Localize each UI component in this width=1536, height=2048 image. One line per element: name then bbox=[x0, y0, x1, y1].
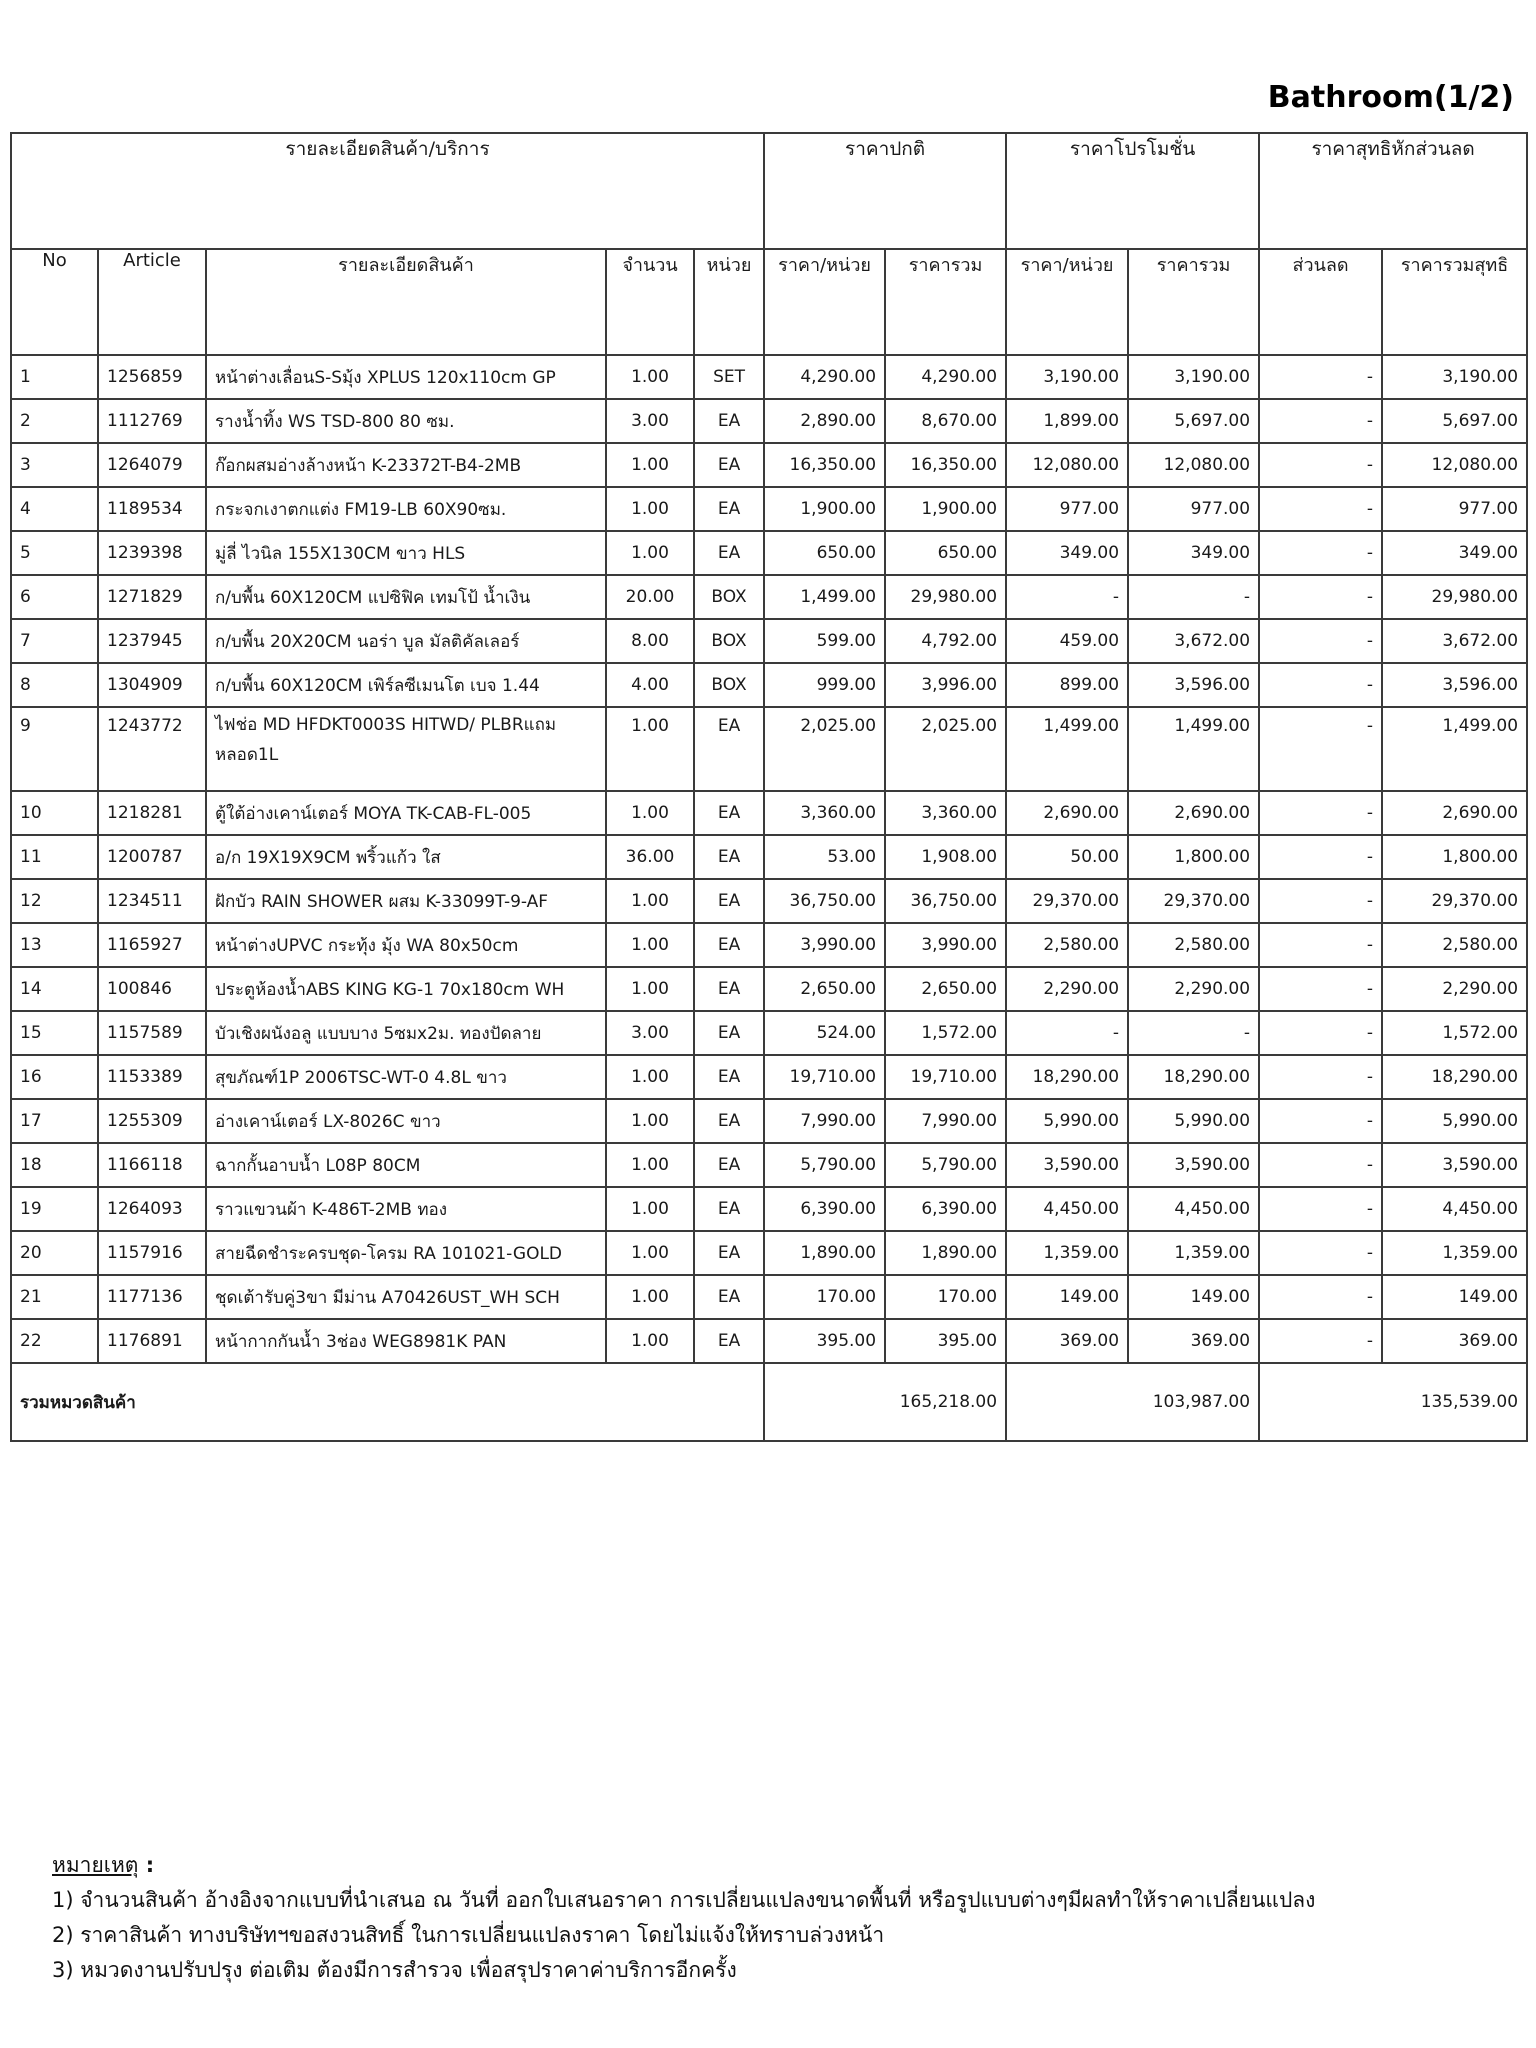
cell-normal-total: 8,670.00 bbox=[885, 399, 1006, 443]
cell-promo-unit-price: 459.00 bbox=[1006, 619, 1128, 663]
cell-net-total: 29,980.00 bbox=[1382, 575, 1527, 619]
cell-promo-unit-price: 349.00 bbox=[1006, 531, 1128, 575]
cell-no: 22 bbox=[11, 1319, 98, 1363]
cell-quantity: 1.00 bbox=[606, 1187, 694, 1231]
table-row bbox=[11, 663, 1527, 707]
totals-normal: 165,218.00 bbox=[764, 1363, 1006, 1441]
cell-article: 1200787 bbox=[98, 835, 206, 879]
cell-quantity: 1.00 bbox=[606, 487, 694, 531]
cell-normal-total: 170.00 bbox=[885, 1275, 1006, 1319]
cell-normal-unit-price: 1,890.00 bbox=[764, 1231, 885, 1275]
cell-discount: - bbox=[1259, 575, 1382, 619]
cell-promo-total: 2,290.00 bbox=[1128, 967, 1259, 1011]
cell-no: 9 bbox=[11, 707, 98, 791]
cell-net-total: 3,590.00 bbox=[1382, 1143, 1527, 1187]
cell-promo-unit-price: 149.00 bbox=[1006, 1275, 1128, 1319]
notes-heading-line bbox=[52, 1848, 1315, 1883]
cell-description: ตู้ใต้อ่างเคาน์เตอร์ MOYA TK-CAB-FL-005 bbox=[206, 791, 606, 835]
col-header-quantity: จำนวน bbox=[606, 249, 694, 355]
cell-quantity: 1.00 bbox=[606, 923, 694, 967]
cell-promo-unit-price: - bbox=[1006, 1011, 1128, 1055]
cell-net-total: 977.00 bbox=[1382, 487, 1527, 531]
cell-normal-total: 36,750.00 bbox=[885, 879, 1006, 923]
cell-discount: - bbox=[1259, 1011, 1382, 1055]
cell-promo-total: 149.00 bbox=[1128, 1275, 1259, 1319]
cell-no: 19 bbox=[11, 1187, 98, 1231]
table-row bbox=[11, 1275, 1527, 1319]
cell-no: 6 bbox=[11, 575, 98, 619]
cell-promo-total: 369.00 bbox=[1128, 1319, 1259, 1363]
cell-quantity: 36.00 bbox=[606, 835, 694, 879]
cell-description: สุขภัณฑ์1P 2006TSC-WT-0 4.8L ขาว bbox=[206, 1055, 606, 1099]
col-header-promo-total: ราคารวม bbox=[1128, 249, 1259, 355]
cell-promo-total: 2,690.00 bbox=[1128, 791, 1259, 835]
cell-no: 16 bbox=[11, 1055, 98, 1099]
cell-net-total: 2,290.00 bbox=[1382, 967, 1527, 1011]
cell-unit: EA bbox=[694, 707, 764, 791]
cell-unit: EA bbox=[694, 487, 764, 531]
table-row bbox=[11, 1143, 1527, 1187]
cell-discount: - bbox=[1259, 967, 1382, 1011]
cell-no: 14 bbox=[11, 967, 98, 1011]
cell-no: 3 bbox=[11, 443, 98, 487]
table-row bbox=[11, 791, 1527, 835]
cell-description: ประตูห้องน้ำABS KING KG-1 70x180cm WH bbox=[206, 967, 606, 1011]
cell-normal-total: 1,908.00 bbox=[885, 835, 1006, 879]
cell-normal-total: 1,890.00 bbox=[885, 1231, 1006, 1275]
cell-no: 4 bbox=[11, 487, 98, 531]
cell-promo-total: 977.00 bbox=[1128, 487, 1259, 531]
cell-description: ชุดเต้ารับคู่3ขา มีม่าน A70426UST_WH SCH bbox=[206, 1275, 606, 1319]
cell-description: ราวแขวนผ้า K-486T-2MB ทอง bbox=[206, 1187, 606, 1231]
cell-description: รางน้ำทิ้ง WS TSD-800 80 ซม. bbox=[206, 399, 606, 443]
cell-discount: - bbox=[1259, 1231, 1382, 1275]
cell-discount: - bbox=[1259, 1099, 1382, 1143]
cell-normal-unit-price: 7,990.00 bbox=[764, 1099, 885, 1143]
cell-normal-total: 4,290.00 bbox=[885, 355, 1006, 399]
cell-discount: - bbox=[1259, 399, 1382, 443]
cell-unit: EA bbox=[694, 791, 764, 835]
cell-normal-total: 650.00 bbox=[885, 531, 1006, 575]
cell-normal-total: 7,990.00 bbox=[885, 1099, 1006, 1143]
cell-discount: - bbox=[1259, 1275, 1382, 1319]
cell-normal-total: 2,025.00 bbox=[885, 707, 1006, 791]
cell-discount: - bbox=[1259, 835, 1382, 879]
group-header-promo-price: ราคาโปรโมชั่น bbox=[1006, 133, 1259, 249]
table-row bbox=[11, 487, 1527, 531]
cell-normal-total: 1,900.00 bbox=[885, 487, 1006, 531]
cell-normal-total: 5,790.00 bbox=[885, 1143, 1006, 1187]
cell-discount: - bbox=[1259, 707, 1382, 791]
cell-normal-unit-price: 1,900.00 bbox=[764, 487, 885, 531]
table-row bbox=[11, 1011, 1527, 1055]
cell-normal-total: 16,350.00 bbox=[885, 443, 1006, 487]
cell-net-total: 3,190.00 bbox=[1382, 355, 1527, 399]
cell-discount: - bbox=[1259, 355, 1382, 399]
cell-normal-unit-price: 1,499.00 bbox=[764, 575, 885, 619]
group-header-detail: รายละเอียดสินค้า/บริการ bbox=[11, 133, 764, 249]
cell-promo-total: 1,359.00 bbox=[1128, 1231, 1259, 1275]
page-title: Bathroom(1/2) bbox=[1267, 80, 1514, 115]
cell-promo-total: - bbox=[1128, 575, 1259, 619]
cell-net-total: 5,697.00 bbox=[1382, 399, 1527, 443]
cell-unit: EA bbox=[694, 1231, 764, 1275]
cell-normal-unit-price: 524.00 bbox=[764, 1011, 885, 1055]
cell-description: อ่างเคาน์เตอร์ LX-8026C ขาว bbox=[206, 1099, 606, 1143]
cell-article: 1264093 bbox=[98, 1187, 206, 1231]
cell-normal-unit-price: 650.00 bbox=[764, 531, 885, 575]
cell-discount: - bbox=[1259, 1319, 1382, 1363]
cell-quantity: 8.00 bbox=[606, 619, 694, 663]
cell-promo-total: 12,080.00 bbox=[1128, 443, 1259, 487]
cell-discount: - bbox=[1259, 923, 1382, 967]
table-row bbox=[11, 835, 1527, 879]
table-row bbox=[11, 1187, 1527, 1231]
cell-discount: - bbox=[1259, 879, 1382, 923]
col-header-normal-unit-price: ราคา/หน่วย bbox=[764, 249, 885, 355]
cell-article: 1157916 bbox=[98, 1231, 206, 1275]
col-header-article: Article bbox=[98, 249, 206, 355]
cell-promo-unit-price: 50.00 bbox=[1006, 835, 1128, 879]
cell-promo-unit-price: 18,290.00 bbox=[1006, 1055, 1128, 1099]
cell-article: 1166118 bbox=[98, 1143, 206, 1187]
cell-no: 2 bbox=[11, 399, 98, 443]
cell-quantity: 1.00 bbox=[606, 707, 694, 791]
cell-normal-total: 395.00 bbox=[885, 1319, 1006, 1363]
cell-promo-unit-price: 1,499.00 bbox=[1006, 707, 1128, 791]
cell-promo-total: 1,800.00 bbox=[1128, 835, 1259, 879]
cell-promo-total: 349.00 bbox=[1128, 531, 1259, 575]
cell-description: ไฟช่อ MD HFDKT0003S HITWD/ PLBRแถมหลอด1L bbox=[206, 707, 606, 791]
cell-promo-unit-price: 2,580.00 bbox=[1006, 923, 1128, 967]
cell-quantity: 1.00 bbox=[606, 355, 694, 399]
col-header-promo-unit-price: ราคา/หน่วย bbox=[1006, 249, 1128, 355]
cell-normal-unit-price: 170.00 bbox=[764, 1275, 885, 1319]
cell-normal-unit-price: 5,790.00 bbox=[764, 1143, 885, 1187]
note-item: 2) ราคาสินค้า ทางบริษัทฯขอสงวนสิทธิ์ ในการเปลี่ยนแปลงราคา โดยไม่แจ้งให้ทราบล่วงหน้า bbox=[52, 1923, 885, 1947]
table-row bbox=[11, 443, 1527, 487]
col-header-net-total: ราคารวมสุทธิ bbox=[1382, 249, 1527, 355]
cell-promo-unit-price: 2,690.00 bbox=[1006, 791, 1128, 835]
cell-normal-unit-price: 4,290.00 bbox=[764, 355, 885, 399]
cell-promo-total: 18,290.00 bbox=[1128, 1055, 1259, 1099]
cell-no: 13 bbox=[11, 923, 98, 967]
cell-normal-unit-price: 395.00 bbox=[764, 1319, 885, 1363]
cell-promo-total: 5,697.00 bbox=[1128, 399, 1259, 443]
cell-net-total: 29,370.00 bbox=[1382, 879, 1527, 923]
cell-unit: EA bbox=[694, 835, 764, 879]
note-item: 3) หมวดงานปรับปรุง ต่อเติม ต้องมีการสำรวจ เพื่อสรุปราคาค่าบริการอีกครั้ง bbox=[52, 1958, 737, 1982]
cell-normal-total: 3,996.00 bbox=[885, 663, 1006, 707]
cell-description: ก/บพื้น 20X20CM นอร่า บูล มัลติคัลเลอร์ bbox=[206, 619, 606, 663]
cell-net-total: 349.00 bbox=[1382, 531, 1527, 575]
cell-unit: BOX bbox=[694, 663, 764, 707]
cell-article: 1218281 bbox=[98, 791, 206, 835]
cell-promo-unit-price: 12,080.00 bbox=[1006, 443, 1128, 487]
cell-discount: - bbox=[1259, 443, 1382, 487]
cell-description: สายฉีดชำระครบชุด-โครม RA 101021-GOLD bbox=[206, 1231, 606, 1275]
cell-quantity: 20.00 bbox=[606, 575, 694, 619]
note-item: 1) จำนวนสินค้า อ้างอิงจากแบบที่นำเสนอ ณ วันที่ ออกใบเสนอราคา การเปลี่ยนแปลงขนาดพื้นที่ หรือรูปแบบต่างๆมีผลทำให้ราคาเปลี่ยนแปลง bbox=[52, 1888, 1316, 1912]
cell-unit: BOX bbox=[694, 575, 764, 619]
cell-promo-unit-price: 5,990.00 bbox=[1006, 1099, 1128, 1143]
cell-description: มู่ลี่ ไวนิล 155X130CM ขาว HLS bbox=[206, 531, 606, 575]
cell-article: 1237945 bbox=[98, 619, 206, 663]
cell-promo-unit-price: 4,450.00 bbox=[1006, 1187, 1128, 1231]
cell-quantity: 1.00 bbox=[606, 531, 694, 575]
cell-discount: - bbox=[1259, 531, 1382, 575]
cell-description: ฝักบัว RAIN SHOWER ผสม K-33099T-9-AF bbox=[206, 879, 606, 923]
cell-quantity: 3.00 bbox=[606, 1011, 694, 1055]
table-row bbox=[11, 707, 1527, 791]
table-row bbox=[11, 1231, 1527, 1275]
cell-description: ก๊อกผสมอ่างล้างหน้า K-23372T-B4-2MB bbox=[206, 443, 606, 487]
table-row bbox=[11, 1319, 1527, 1363]
cell-article: 1189534 bbox=[98, 487, 206, 531]
table-row bbox=[11, 355, 1527, 399]
cell-unit: BOX bbox=[694, 619, 764, 663]
cell-promo-unit-price: 3,190.00 bbox=[1006, 355, 1128, 399]
cell-net-total: 1,572.00 bbox=[1382, 1011, 1527, 1055]
cell-quantity: 3.00 bbox=[606, 399, 694, 443]
cell-normal-unit-price: 36,750.00 bbox=[764, 879, 885, 923]
cell-net-total: 1,499.00 bbox=[1382, 707, 1527, 791]
cell-article: 1157589 bbox=[98, 1011, 206, 1055]
cell-no: 5 bbox=[11, 531, 98, 575]
totals-label: รวมหมวดสินค้า bbox=[11, 1363, 764, 1441]
quotation-table bbox=[10, 132, 1528, 1442]
cell-discount: - bbox=[1259, 1143, 1382, 1187]
cell-quantity: 1.00 bbox=[606, 1319, 694, 1363]
cell-net-total: 3,672.00 bbox=[1382, 619, 1527, 663]
cell-normal-unit-price: 3,990.00 bbox=[764, 923, 885, 967]
totals-promo: 103,987.00 bbox=[1006, 1363, 1259, 1441]
cell-quantity: 1.00 bbox=[606, 1275, 694, 1319]
cell-net-total: 149.00 bbox=[1382, 1275, 1527, 1319]
cell-unit: EA bbox=[694, 1275, 764, 1319]
cell-unit: EA bbox=[694, 879, 764, 923]
cell-quantity: 1.00 bbox=[606, 1055, 694, 1099]
table-row bbox=[11, 967, 1527, 1011]
table-row bbox=[11, 1055, 1527, 1099]
table-row bbox=[11, 531, 1527, 575]
cell-quantity: 1.00 bbox=[606, 1099, 694, 1143]
cell-no: 17 bbox=[11, 1099, 98, 1143]
cell-unit: EA bbox=[694, 923, 764, 967]
cell-unit: EA bbox=[694, 1011, 764, 1055]
item-rows bbox=[11, 355, 1527, 1363]
cell-unit: EA bbox=[694, 443, 764, 487]
cell-promo-unit-price: 899.00 bbox=[1006, 663, 1128, 707]
cell-normal-total: 1,572.00 bbox=[885, 1011, 1006, 1055]
cell-discount: - bbox=[1259, 1055, 1382, 1099]
cell-promo-unit-price: 29,370.00 bbox=[1006, 879, 1128, 923]
group-header-net-price: ราคาสุทธิหักส่วนลด bbox=[1259, 133, 1527, 249]
col-header-no: No bbox=[11, 249, 98, 355]
cell-article: 1112769 bbox=[98, 399, 206, 443]
cell-description: หน้าต่างUPVC กระทุ้ง มุ้ง WA 80x50cm bbox=[206, 923, 606, 967]
cell-normal-unit-price: 2,025.00 bbox=[764, 707, 885, 791]
col-header-description: รายละเอียดสินค้า bbox=[206, 249, 606, 355]
cell-quantity: 1.00 bbox=[606, 879, 694, 923]
cell-net-total: 369.00 bbox=[1382, 1319, 1527, 1363]
cell-net-total: 1,800.00 bbox=[1382, 835, 1527, 879]
cell-description: ก/บพื้น 60X120CM แปซิฟิค เทมโป้ น้ำเงิน bbox=[206, 575, 606, 619]
cell-normal-unit-price: 16,350.00 bbox=[764, 443, 885, 487]
cell-promo-total: - bbox=[1128, 1011, 1259, 1055]
cell-promo-total: 3,190.00 bbox=[1128, 355, 1259, 399]
cell-promo-unit-price: 1,359.00 bbox=[1006, 1231, 1128, 1275]
cell-normal-unit-price: 53.00 bbox=[764, 835, 885, 879]
notes-heading-colon: : bbox=[138, 1853, 155, 1877]
col-header-unit: หน่วย bbox=[694, 249, 764, 355]
cell-article: 1165927 bbox=[98, 923, 206, 967]
cell-unit: EA bbox=[694, 1319, 764, 1363]
cell-article: 1264079 bbox=[98, 443, 206, 487]
cell-description: ก/บพื้น 60X120CM เพิร์ลซีเมนโต เบจ 1.44 bbox=[206, 663, 606, 707]
cell-normal-total: 3,990.00 bbox=[885, 923, 1006, 967]
cell-discount: - bbox=[1259, 791, 1382, 835]
cell-article: 1256859 bbox=[98, 355, 206, 399]
cell-normal-unit-price: 599.00 bbox=[764, 619, 885, 663]
table-row bbox=[11, 1099, 1527, 1143]
cell-article: 1243772 bbox=[98, 707, 206, 791]
cell-description: บัวเชิงผนังอลู แบบบาง 5ซมx2ม. ทองปัดลาย bbox=[206, 1011, 606, 1055]
cell-no: 11 bbox=[11, 835, 98, 879]
col-header-normal-total: ราคารวม bbox=[885, 249, 1006, 355]
cell-normal-unit-price: 999.00 bbox=[764, 663, 885, 707]
cell-article: 1271829 bbox=[98, 575, 206, 619]
cell-promo-total: 3,596.00 bbox=[1128, 663, 1259, 707]
table-row bbox=[11, 575, 1527, 619]
cell-promo-unit-price: 2,290.00 bbox=[1006, 967, 1128, 1011]
col-header-discount: ส่วนลด bbox=[1259, 249, 1382, 355]
cell-promo-total: 3,590.00 bbox=[1128, 1143, 1259, 1187]
cell-description: ฉากกั้นอาบน้ำ L08P 80CM bbox=[206, 1143, 606, 1187]
cell-promo-unit-price: 369.00 bbox=[1006, 1319, 1128, 1363]
cell-unit: EA bbox=[694, 1055, 764, 1099]
cell-promo-unit-price: 977.00 bbox=[1006, 487, 1128, 531]
cell-article: 1176891 bbox=[98, 1319, 206, 1363]
cell-net-total: 4,450.00 bbox=[1382, 1187, 1527, 1231]
cell-no: 10 bbox=[11, 791, 98, 835]
cell-normal-unit-price: 3,360.00 bbox=[764, 791, 885, 835]
cell-promo-total: 2,580.00 bbox=[1128, 923, 1259, 967]
cell-quantity: 1.00 bbox=[606, 791, 694, 835]
cell-normal-total: 29,980.00 bbox=[885, 575, 1006, 619]
cell-discount: - bbox=[1259, 619, 1382, 663]
cell-article: 1177136 bbox=[98, 1275, 206, 1319]
cell-unit: EA bbox=[694, 1099, 764, 1143]
cell-promo-total: 3,672.00 bbox=[1128, 619, 1259, 663]
cell-quantity: 1.00 bbox=[606, 967, 694, 1011]
cell-unit: EA bbox=[694, 531, 764, 575]
cell-discount: - bbox=[1259, 487, 1382, 531]
totals-net: 135,539.00 bbox=[1259, 1363, 1527, 1441]
cell-quantity: 4.00 bbox=[606, 663, 694, 707]
cell-unit: SET bbox=[694, 355, 764, 399]
notes-section bbox=[52, 1848, 1315, 1988]
cell-quantity: 1.00 bbox=[606, 1231, 694, 1275]
cell-normal-total: 4,792.00 bbox=[885, 619, 1006, 663]
cell-normal-unit-price: 2,890.00 bbox=[764, 399, 885, 443]
cell-unit: EA bbox=[694, 967, 764, 1011]
cell-net-total: 3,596.00 bbox=[1382, 663, 1527, 707]
cell-quantity: 1.00 bbox=[606, 443, 694, 487]
cell-promo-unit-price: 3,590.00 bbox=[1006, 1143, 1128, 1187]
cell-normal-total: 6,390.00 bbox=[885, 1187, 1006, 1231]
table-row bbox=[11, 923, 1527, 967]
cell-normal-total: 3,360.00 bbox=[885, 791, 1006, 835]
cell-description: กระจกเงาตกแต่ง FM19-LB 60X90ซม. bbox=[206, 487, 606, 531]
table-row bbox=[11, 619, 1527, 663]
cell-description: อ/ก 19X19X9CM พริ้วแก้ว ใส bbox=[206, 835, 606, 879]
cell-no: 15 bbox=[11, 1011, 98, 1055]
table-row bbox=[11, 879, 1527, 923]
cell-promo-total: 5,990.00 bbox=[1128, 1099, 1259, 1143]
cell-no: 7 bbox=[11, 619, 98, 663]
cell-net-total: 2,580.00 bbox=[1382, 923, 1527, 967]
cell-net-total: 12,080.00 bbox=[1382, 443, 1527, 487]
cell-promo-unit-price: 1,899.00 bbox=[1006, 399, 1128, 443]
cell-promo-total: 1,499.00 bbox=[1128, 707, 1259, 791]
cell-unit: EA bbox=[694, 1187, 764, 1231]
cell-net-total: 18,290.00 bbox=[1382, 1055, 1527, 1099]
cell-net-total: 1,359.00 bbox=[1382, 1231, 1527, 1275]
cell-normal-total: 2,650.00 bbox=[885, 967, 1006, 1011]
cell-article: 1255309 bbox=[98, 1099, 206, 1143]
group-header-normal-price: ราคาปกติ bbox=[764, 133, 1006, 249]
cell-article: 1234511 bbox=[98, 879, 206, 923]
cell-article: 1153389 bbox=[98, 1055, 206, 1099]
cell-no: 18 bbox=[11, 1143, 98, 1187]
cell-description: หน้ากากกันน้ำ 3ช่อง WEG8981K PAN bbox=[206, 1319, 606, 1363]
cell-net-total: 5,990.00 bbox=[1382, 1099, 1527, 1143]
cell-discount: - bbox=[1259, 1187, 1382, 1231]
cell-promo-total: 29,370.00 bbox=[1128, 879, 1259, 923]
cell-no: 1 bbox=[11, 355, 98, 399]
cell-normal-unit-price: 6,390.00 bbox=[764, 1187, 885, 1231]
cell-article: 1304909 bbox=[98, 663, 206, 707]
cell-description: หน้าต่างเลื่อนS-Sมุ้ง XPLUS 120x110cm GP bbox=[206, 355, 606, 399]
cell-unit: EA bbox=[694, 1143, 764, 1187]
cell-unit: EA bbox=[694, 399, 764, 443]
cell-article: 1239398 bbox=[98, 531, 206, 575]
cell-no: 12 bbox=[11, 879, 98, 923]
notes-heading: หมายเหตุ bbox=[52, 1853, 139, 1877]
cell-article: 100846 bbox=[98, 967, 206, 1011]
cell-no: 20 bbox=[11, 1231, 98, 1275]
totals-row bbox=[11, 1363, 1527, 1441]
cell-promo-unit-price: - bbox=[1006, 575, 1128, 619]
cell-net-total: 2,690.00 bbox=[1382, 791, 1527, 835]
cell-normal-total: 19,710.00 bbox=[885, 1055, 1006, 1099]
cell-no: 8 bbox=[11, 663, 98, 707]
cell-quantity: 1.00 bbox=[606, 1143, 694, 1187]
cell-normal-unit-price: 2,650.00 bbox=[764, 967, 885, 1011]
cell-normal-unit-price: 19,710.00 bbox=[764, 1055, 885, 1099]
cell-promo-total: 4,450.00 bbox=[1128, 1187, 1259, 1231]
table-row bbox=[11, 399, 1527, 443]
cell-discount: - bbox=[1259, 663, 1382, 707]
cell-no: 21 bbox=[11, 1275, 98, 1319]
